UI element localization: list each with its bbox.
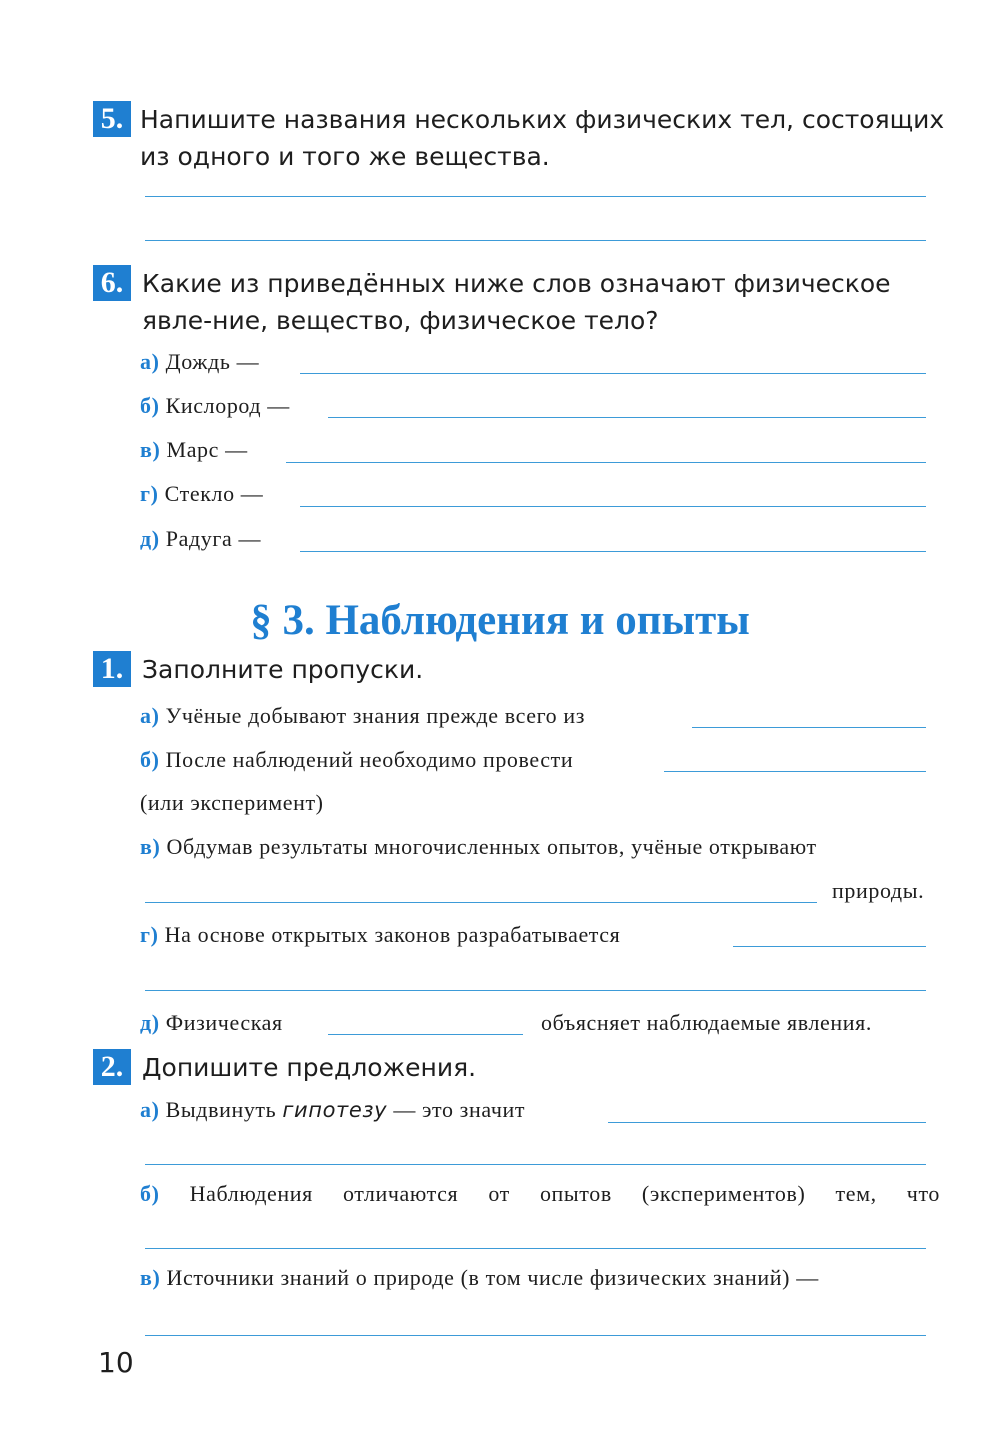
item-label: в): [140, 437, 161, 462]
item-label: б): [140, 747, 160, 772]
item-term: гипотезу: [282, 1098, 388, 1122]
task-6-item-e: [140, 526, 261, 552]
answer-line[interactable]: [286, 462, 926, 463]
answer-line[interactable]: [145, 990, 926, 991]
item-text: Радуга —: [165, 526, 262, 551]
item-label: в): [140, 1265, 161, 1290]
task-6-item-a: [140, 349, 259, 375]
s3-task-1-item-b-continuation: (или эксперимент): [140, 790, 324, 815]
s3-task-2-item-b: [140, 1181, 940, 1207]
s3-task-1-item-e: [140, 1010, 283, 1036]
item-text: Учёные добывают знания прежде всего из: [165, 703, 586, 728]
answer-line[interactable]: [328, 1034, 523, 1035]
item-text: Дождь —: [165, 349, 260, 374]
task-6-item-d: [140, 481, 263, 507]
s3-task-1-number: 1.: [93, 651, 131, 687]
answer-line[interactable]: [664, 771, 926, 772]
answer-line[interactable]: [692, 727, 926, 728]
item-label: г): [140, 481, 159, 506]
item-text: Источники знаний о природе (в том числе физических знаний) —: [166, 1265, 819, 1290]
answer-line[interactable]: [300, 551, 926, 552]
item-label: б): [140, 393, 160, 418]
s3-task-1-item-c: [140, 834, 817, 860]
item-label: а): [140, 703, 160, 728]
s3-task-2-question: Допишите предложения.: [142, 1053, 477, 1082]
item-text: Стекло —: [164, 481, 264, 506]
answer-line[interactable]: [145, 1335, 926, 1336]
s3-task-1-item-c-end: природы.: [832, 878, 925, 903]
answer-line[interactable]: [145, 1164, 926, 1165]
task-6-item-c: [140, 437, 248, 463]
item-text: После наблюдений необходимо провести: [165, 747, 574, 772]
s3-task-2-item-c: [140, 1265, 819, 1291]
item-text: На основе открытых законов разрабатывается: [164, 922, 621, 947]
item-label: д): [140, 1010, 160, 1035]
item-text: Физическая: [165, 1010, 283, 1035]
answer-line[interactable]: [145, 1248, 926, 1249]
task-5-question: Напишите названия нескольких физических тел, состоящих из одного и того же вещества.: [140, 105, 945, 171]
s3-task-1-item-e-end: объясняет наблюдаемые явления.: [541, 1010, 872, 1035]
item-text: Марс —: [166, 437, 248, 462]
s3-task-2-item-a: [140, 1097, 525, 1123]
task-5-number: 5.: [93, 101, 131, 137]
item-text: Наблюдения отличаются от опытов (экспериментов) тем, что: [189, 1181, 940, 1206]
s3-task-1-item-b: [140, 747, 573, 773]
task-6-question: Какие из приведённых ниже слов означают физическое явле-ние, вещество, физическое тело?: [142, 269, 891, 335]
s3-task-1-item-a: [140, 703, 585, 729]
item-label: а): [140, 1097, 160, 1122]
item-label: б): [140, 1181, 160, 1206]
item-text: Выдвинуть: [165, 1097, 277, 1122]
answer-line[interactable]: [608, 1122, 926, 1123]
page-number: 10: [98, 1346, 134, 1379]
item-text: Обдумав результаты многочисленных опытов, учёные открывают: [166, 834, 817, 859]
section-heading: § 3. Наблюдения и опыты: [250, 597, 750, 644]
answer-line[interactable]: [733, 946, 926, 947]
answer-line[interactable]: [145, 240, 926, 241]
s3-task-1-item-d: [140, 922, 620, 948]
item-label: д): [140, 526, 160, 551]
item-text: Кислород —: [165, 393, 290, 418]
task-6-item-b: [140, 393, 290, 419]
item-label: а): [140, 349, 160, 374]
answer-line[interactable]: [145, 902, 817, 903]
answer-line[interactable]: [145, 196, 926, 197]
s3-task-1-question: Заполните пропуски.: [142, 655, 424, 684]
task-6-number: 6.: [93, 265, 131, 301]
answer-line[interactable]: [300, 506, 926, 507]
item-label: г): [140, 922, 159, 947]
item-label: в): [140, 834, 161, 859]
answer-line[interactable]: [328, 417, 926, 418]
answer-line[interactable]: [300, 373, 926, 374]
item-text: — это значит: [393, 1097, 526, 1122]
s3-task-2-number: 2.: [93, 1049, 131, 1085]
